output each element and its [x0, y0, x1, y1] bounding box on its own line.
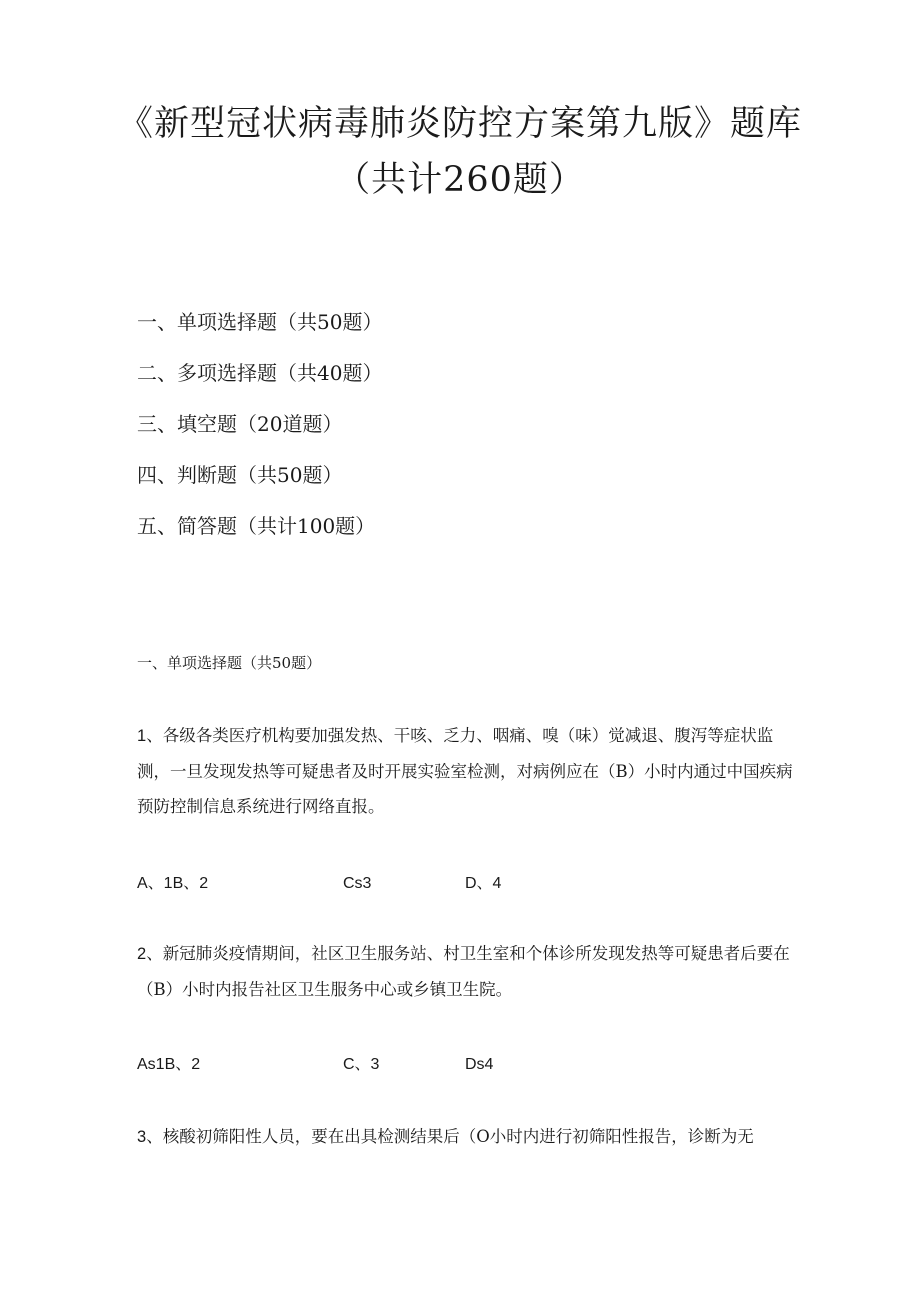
- page-title: [0, 96, 920, 208]
- question-1-options: [137, 871, 797, 897]
- question-3-text: [137, 1119, 797, 1155]
- question-3-number: 3: [137, 1128, 147, 1146]
- toc-item-multiple-choice: 二、多项选择题（共40题）: [137, 361, 383, 385]
- question-1-option-ab: A、1B、2: [137, 875, 209, 892]
- toc-item-single-choice: 一、单项选择题（共50题）: [137, 310, 383, 334]
- question-2-text: [137, 936, 797, 1007]
- toc-item-true-false: 四、判断题（共50题）: [137, 463, 343, 487]
- question-2-body: 、新冠肺炎疫情期间，社区卫生服务站、村卫生室和个体诊所发现发热等可疑患者后要在（B）小时内报告社区卫生服务中心或乡镇卫生院。: [137, 944, 790, 999]
- question-2-options: [137, 1052, 797, 1078]
- question-1-number: 1: [137, 727, 147, 745]
- question-3-body: 、核酸初筛阳性人员，要在出具检测结果后（O小时内进行初筛阳性报告，诊断为无: [146, 1127, 754, 1146]
- question-2-number: 2: [137, 945, 147, 963]
- title-line-2: （共计260题）: [335, 160, 585, 200]
- table-of-contents: [137, 305, 382, 560]
- toc-item-short-answer: 五、简答题（共计100题）: [137, 514, 376, 538]
- section-heading-single-choice: 一、单项选择题（共50题）: [137, 654, 322, 672]
- question-1-option-d: D、4: [465, 875, 502, 892]
- title-line-1: 《新型冠状病毒肺炎防控方案第九版》题库: [117, 104, 802, 144]
- question-1-text: [137, 718, 797, 824]
- question-2-option-ab: As1B、2: [137, 1056, 201, 1073]
- question-1-body: 、各级各类医疗机构要加强发热、干咳、乏力、咽痛、嗅（味）觉减退、腹泻等症状监测，一旦发现发热等可疑患者及时开展实验室检测，对病例应在（B）小时内通过中国疾病预防控制信息系统进行网络直报。: [137, 726, 793, 816]
- question-1-option-c: Cs3: [343, 875, 372, 892]
- question-2-option-c: C、3: [343, 1056, 380, 1073]
- question-2-option-d: Ds4: [465, 1056, 494, 1073]
- toc-item-fill-in-blank: 三、填空题（20道题）: [137, 412, 343, 436]
